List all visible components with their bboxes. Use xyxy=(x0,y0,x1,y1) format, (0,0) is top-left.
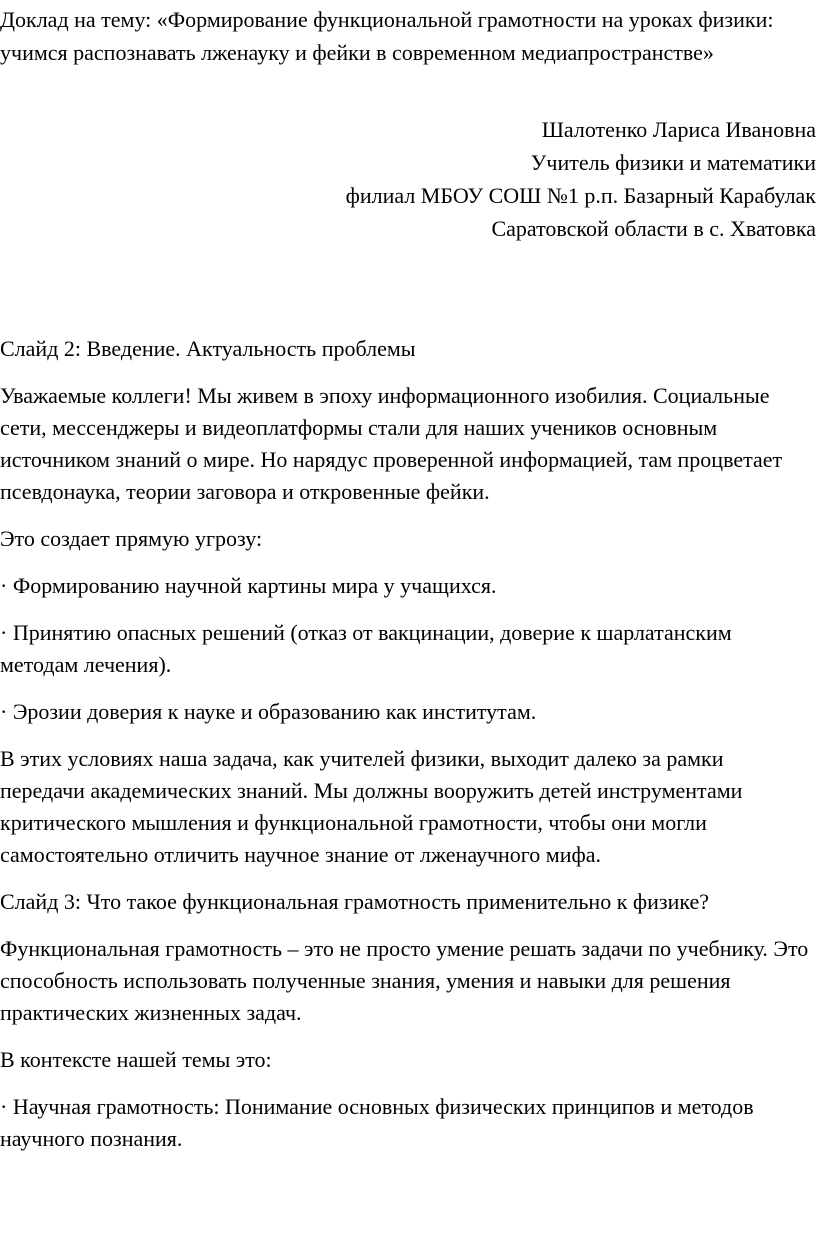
bullet-item: · Формированию научной картины мира у учащихся. xyxy=(0,573,497,598)
paragraph-definition: Функциональная грамотность – это не просто умение решать задачи по учебнику. Это способность использовать полученные знания, умения и навыки для решения практических жизненных задач. xyxy=(0,936,809,1025)
document-title: Доклад на тему: «Формирование функциональной грамотности на уроках физики: учимся распознавать лженауку и фейки в современном медиапространстве» xyxy=(0,7,774,65)
bullet-item: · Принятию опасных решений (отказ от вакцинации, доверие к шарлатанским методам лечения). xyxy=(0,620,732,677)
bullet-item: · Эрозии доверия к науке и образованию как институтам. xyxy=(0,699,537,724)
author-region: Саратовской области в с. Хватовка xyxy=(491,216,816,241)
author-name: Шалотенко Лариса Ивановна xyxy=(541,117,816,142)
slide-2-heading: Слайд 2: Введение. Актуальность проблемы xyxy=(0,336,416,361)
slide-3-heading: Слайд 3: Что такое функциональная грамотность применительно к физике? xyxy=(0,889,710,914)
paragraph-intro: Уважаемые коллеги! Мы живем в эпоху информационного изобилия. Социальные сети, мессенджеры и видеоплатформы стали для наших учеников основным источником знаний о мире. Но нарядус проверенной информацией, там процветает псевдонаука, теории заговора и откровенные фейки. xyxy=(0,383,783,504)
bullet-item: · Научная грамотность: Понимание основных физических принципов и методов научного познания. xyxy=(0,1094,754,1151)
paragraph-context: В контексте нашей темы это: xyxy=(0,1047,272,1072)
author-school: филиал МБОУ СОШ №1 р.п. Базарный Карабулак xyxy=(345,183,816,208)
document-body xyxy=(0,333,812,1170)
paragraph-task: В этих условиях наша задача, как учителей физики, выходит далеко за рамки передачи академических знаний. Мы должны вооружить детей инструментами критического мышления и функциональной грамотности, чтобы они могли самостоятельно отличить научное знание от лженаучного мифа. xyxy=(0,746,743,867)
paragraph-threat: Это создает прямую угрозу: xyxy=(0,526,263,551)
author-block xyxy=(36,113,816,245)
author-position: Учитель физики и математики xyxy=(530,150,816,175)
